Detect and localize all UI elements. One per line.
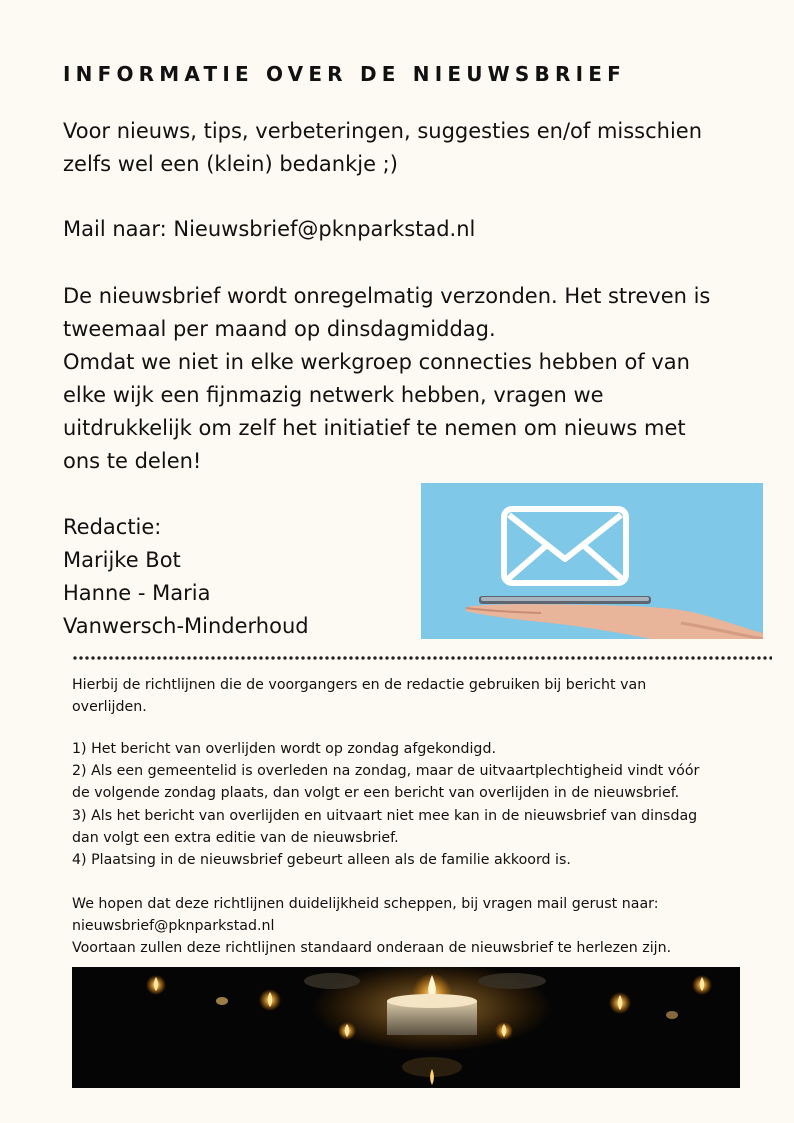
page-title: INFORMATIE OVER DE NIEUWSBRIEF (63, 62, 626, 86)
intro-line: Voor nieuws, tips, verbeteringen, suggesties en/of misschien (63, 119, 703, 143)
guideline-item: 4) Plaatsing in de nieuwsbrief gebeurt alleen als de familie akkoord is. (72, 852, 571, 869)
guideline-item: dan volgt een extra editie van de nieuwsbrief. (72, 829, 399, 846)
guidelines-closing (72, 893, 772, 960)
intro-paragraph (63, 115, 773, 181)
redactie-block (63, 511, 403, 643)
guideline-item: 2) Als een gemeentelid is overleden na zondag, maar de uitvaartplechtigheid vindt vóór (72, 763, 700, 780)
guidelines-line: Hierbij de richtlijnen die de voorgangers en de redactie gebruiken bij bericht van (72, 677, 647, 693)
schedule-paragraph (63, 280, 773, 478)
guidelines-list (72, 738, 772, 871)
schedule-line: elke wijk een fijnmazig netwerk hebben, vragen we (63, 383, 604, 407)
guideline-item: 3) Als het bericht van overlijden en uitvaart niet mee kan in de nieuwsbrief van dinsdag (72, 807, 698, 824)
guidelines-line: overlijden. (72, 699, 147, 716)
closing-email: nieuwsbrief@pknparkstad.nl (72, 918, 275, 935)
closing-line: We hopen dat deze richtlijnen duidelijkheid scheppen, bij vragen mail gerust naar: (72, 896, 659, 912)
guideline-item: de volgende zondag plaats, dan volgt er een bericht van overlijden in de nieuwsbrief. (72, 785, 680, 802)
closing-line: Voortaan zullen deze richtlijnen standaard onderaan de nieuwsbrief te herlezen zijn. (72, 940, 672, 957)
candles-photo (72, 967, 740, 1088)
schedule-line: Omdat we niet in elke werkgroep connecties hebben of van (63, 350, 690, 374)
envelope-on-hand-icon (421, 483, 763, 639)
schedule-line: uitdrukkelijk om zelf het initiatief te nemen om nieuws met (63, 416, 686, 440)
schedule-line: De nieuwsbrief wordt onregelmatig verzonden. Het streven is (63, 284, 711, 308)
guidelines-intro (72, 674, 772, 718)
redactie-name: Hanne - Maria (63, 581, 211, 605)
dotted-divider (72, 655, 772, 661)
mail-line: Mail naar: Nieuwsbrief@pknparkstad.nl (63, 217, 476, 241)
intro-line: zelfs wel een (klein) bedankje ;) (63, 152, 398, 176)
schedule-line: ons te delen! (63, 449, 202, 473)
redactie-name: Vanwersch-Minderhoud (63, 614, 309, 638)
schedule-line: tweemaal per maand op dinsdagmiddag. (63, 317, 496, 341)
guideline-item: 1) Het bericht van overlijden wordt op zondag afgekondigd. (72, 741, 496, 757)
redactie-name: Marijke Bot (63, 548, 181, 572)
redactie-label: Redactie: (63, 515, 162, 539)
